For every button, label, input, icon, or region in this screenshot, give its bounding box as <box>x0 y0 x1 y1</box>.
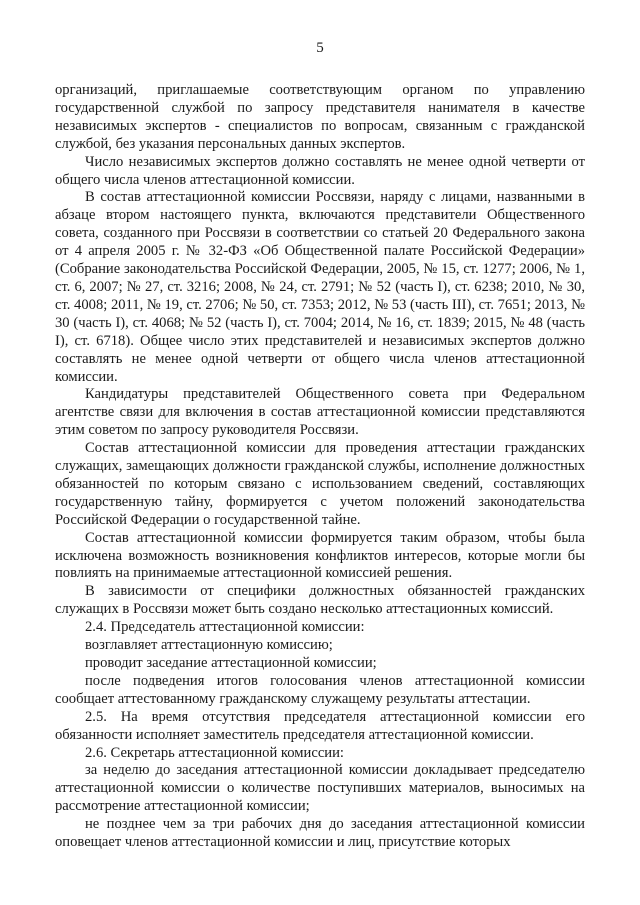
list-item: проводит заседание аттестационной комиссии; <box>85 655 377 671</box>
list-item: не позднее чем за три рабочих дня до заседания аттестационной комиссии оповещает членов аттестационной комиссии и лиц, присутствие которых <box>55 816 585 851</box>
document-body <box>55 82 585 852</box>
list-item: после подведения итогов голосования членов аттестационной комиссии сообщает аттестованному гражданскому служащему результаты аттестации. <box>55 672 585 707</box>
paragraph: В состав аттестационной комиссии Россвязи, наряду с лицами, названными в абзаце втором настоящего пункта, включаются представители Общественного совета, созданного при Россвязи в соответствии со статьей 20 Федерального закона от 4 апреля 2005 г. № 32-ФЗ «Об Общественной палате Российской Федерации» (Собрание законодательства Российской Федерации, 2005, № 15, ст. 1277; 2006, № 1, ст. 6, 2007; № 27, ст. 3216; 2008, № 24, ст. 2791; № 52 (часть I), ст. 6238; 2010, № 30, ст. 4008; 2011, № 19, ст. 2706; № 50, ст. 7353; 2012, № 53 (часть III), ст. 7651; 2013, № 30 (часть I), ст. 4068; № 52 (часть I), ст. 7004; 2014, № 16, ст. 1839; 2015, № 48 (часть I), ст. 6718). Общее число этих представителей и независимых экспертов должно составлять не менее одной четверти от общего числа членов аттестационной комиссии. <box>55 189 585 385</box>
paragraph: Состав аттестационной комиссии формируется таким образом, чтобы была исключена возможность возникновения конфликтов интересов, которые могли бы повлиять на принимаемые аттестационной комиссией решения. <box>55 529 585 582</box>
paragraph: Состав аттестационной комиссии для проведения аттестации гражданских служащих, замещающих должности гражданской службы, исполнение должностных обязанностей по которым связано с использованием сведений, составляющих государственную тайну, формируется с учетом положений законодательства Российской Федерации о государственной тайне. <box>55 440 585 528</box>
paragraph: Кандидатуры представителей Общественного совета при Федеральном агентстве связи для включения в состав аттестационной комиссии представляются этим советом по запросу руководителя Россвязи. <box>55 386 585 439</box>
paragraph: В зависимости от специфики должностных обязанностей гражданских служащих в Россвязи может быть создано несколько аттестационных комиссий. <box>55 583 585 618</box>
list-item: возглавляет аттестационную комиссию; <box>85 637 333 654</box>
section-heading: 2.5. На время отсутствия председателя аттестационной комиссии его обязанности исполняет заместитель председателя аттестационной комиссии. <box>55 708 585 743</box>
list-item: за неделю до заседания аттестационной комиссии докладывает председателю аттестационной комиссии о количестве поступивших материалов, выносимых на рассмотрение аттестационной комиссии; <box>55 762 585 815</box>
section-heading: 2.4. Председатель аттестационной комиссии: <box>85 619 365 636</box>
section-heading: 2.6. Секретарь аттестационной комиссии: <box>85 744 344 761</box>
paragraph: организаций, приглашаемые соответствующим органом по управлению государственной службой по запросу представителя нанимателя в качестве независимых экспертов - специалистов по вопросам, связанным с гражданской службой, без указания персональных данных экспертов. <box>55 82 585 152</box>
paragraph: Число независимых экспертов должно составлять не менее одной четверти от общего числа членов аттестационной комиссии. <box>55 153 585 188</box>
page-number: 5 <box>316 40 324 56</box>
